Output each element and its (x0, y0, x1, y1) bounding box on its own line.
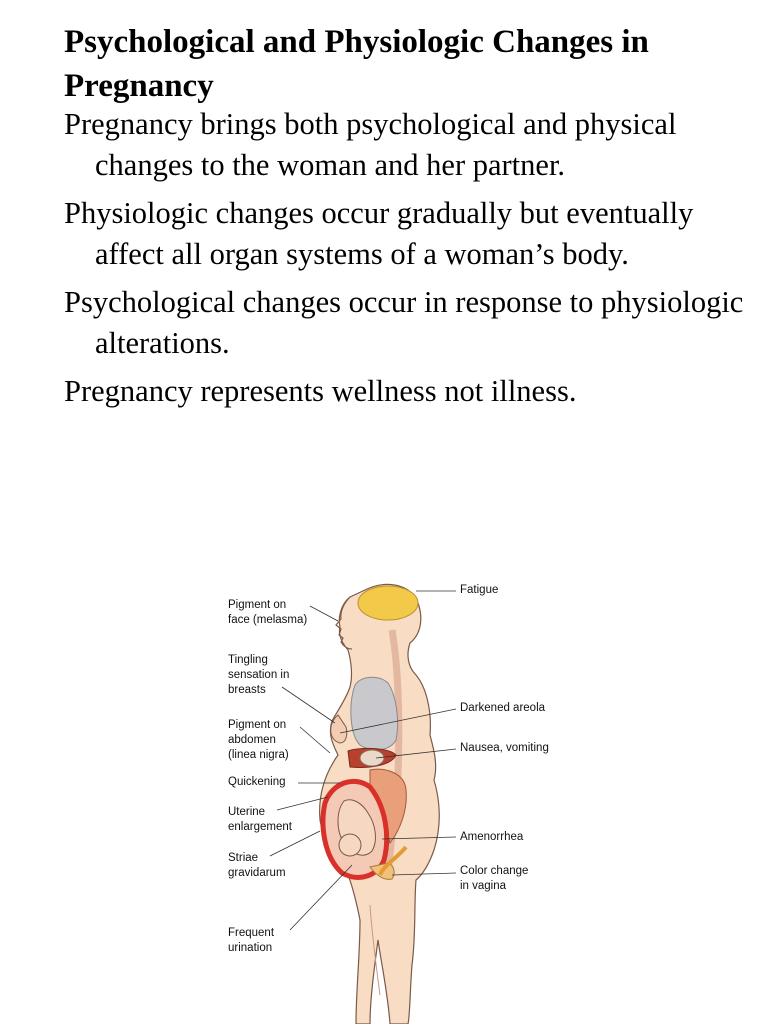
body-illustration (220, 575, 580, 1024)
brain-shape (358, 586, 418, 620)
bullet-item: Physiologic changes occur gradually but eventually affect all organ systems of a woman’s body. (64, 196, 694, 271)
label-uterine-enlargement: Uterine enlargement (228, 806, 292, 833)
label-vagina-color: Color change in vagina (460, 865, 529, 892)
pregnancy-body-diagram (220, 575, 580, 1024)
lungs-shape (351, 677, 398, 750)
bullet-list (64, 104, 754, 419)
bullet-item: Pregnancy represents wellness not illness. (64, 374, 577, 408)
label-striae: Striae gravidarum (228, 852, 286, 879)
slide-title: Psychological and Physiologic Changes in Pregnancy (64, 24, 649, 104)
label-linea-nigra: Pigment on abdomen (linea nigra) (228, 719, 289, 761)
label-melasma: Pigment on face (melasma) (228, 599, 308, 626)
label-quickening: Quickening (228, 776, 286, 788)
stomach-shape (360, 750, 384, 766)
bullet-item: Pregnancy brings both psychological and physical changes to the woman and her partner. (64, 107, 677, 182)
label-urination: Frequent urination (228, 927, 275, 954)
label-breasts: Tingling sensation in breasts (228, 654, 290, 696)
fetus-head (339, 834, 361, 856)
label-darkened-areola: Darkened areola (460, 702, 546, 714)
label-amenorrhea: Amenorrhea (460, 831, 524, 843)
label-fatigue: Fatigue (460, 584, 499, 596)
label-nausea: Nausea, vomiting (460, 742, 549, 754)
bullet-item: Psychological changes occur in response to physiologic alterations. (64, 285, 744, 360)
